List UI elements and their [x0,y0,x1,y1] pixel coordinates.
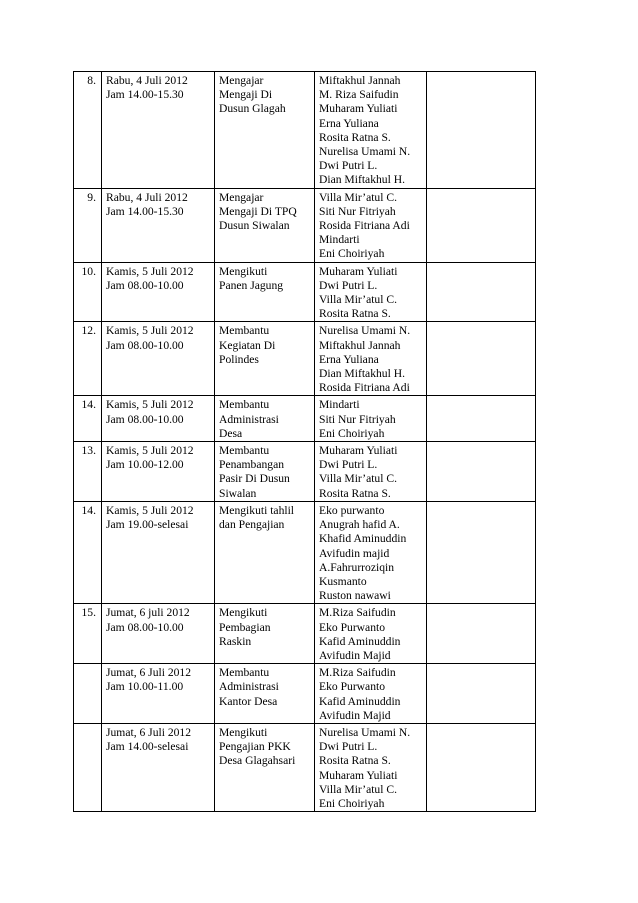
date-time-cell-line: Kamis, 5 Juli 2012 [106,398,194,412]
table-row [74,604,536,664]
activity-cell-line: Desa [219,426,243,440]
participants-cell [315,604,427,664]
participants-cell [315,501,427,603]
participants-cell [315,442,427,502]
activity-cell [215,501,315,603]
participants-cell [315,72,427,189]
participants-cell-line: Villa Mir’atul C. [319,190,397,204]
activity-cell-line: Raskin [219,634,252,648]
activity-cell-line: Desa Glagahsari [219,754,296,768]
activity-cell [215,442,315,502]
row-number [74,664,102,724]
date-time-cell-line: Jam 14.00-15.30 [106,88,184,102]
participants-cell-line: Kafid Aminuddin [319,634,401,648]
date-time-cell [102,604,215,664]
participants-cell-line: Rosita Ratna S. [319,307,391,321]
date-time-cell [102,664,215,724]
participants-cell-line: Dian Miftakhul H. [319,173,405,187]
date-time-cell-line: Rabu, 4 Juli 2012 [106,74,188,87]
activity-cell [215,322,315,396]
row-number: 14. [74,396,102,442]
activity-cell [215,396,315,442]
participants-cell-line: Muharam Yuliati [319,264,398,278]
date-time-cell-line: Kamis, 5 Juli 2012 [106,444,194,458]
participants-cell-line: Villa Mir’atul C. [319,472,397,486]
table-row [74,442,536,502]
activity-cell [215,262,315,322]
date-time-cell-line: Rabu, 4 Juli 2012 [106,190,188,204]
participants-cell [315,396,427,442]
participants-cell-line: Miftakhul Jannah [319,338,401,352]
activity-cell [215,664,315,724]
row-number: 14. [74,501,102,603]
activity-cell-line: Membantu [219,398,270,412]
activity-cell-line: Administrasi [219,680,279,694]
participants-cell-line: Anugrah hafid A. [319,518,400,532]
participants-cell-line: Muharam Yuliati [319,102,398,116]
participants-cell-line: Avifudin majid [319,546,390,560]
activity-cell-line: Polindes [219,352,259,366]
participants-cell-line: Ruston nawawi [319,589,391,603]
date-time-cell-line: Jam 14.00-selesai [106,740,189,754]
date-time-cell-line: Kamis, 5 Juli 2012 [106,503,194,517]
activity-cell [215,723,315,811]
activity-cell-line: Panen Jagung [219,278,284,292]
activity-cell-line: Pengajian PKK [219,740,291,754]
participants-cell-line: Villa Mir’atul C. [319,782,397,796]
participants-cell-line: Erna Yuliana [319,352,379,366]
participants-cell-line: A.Fahrurroziqin [319,560,395,574]
participants-cell-line: Dwi Putri L. [319,159,378,173]
table-row [74,501,536,603]
date-time-cell [102,188,215,262]
participants-cell-line: Dwi Putri L. [319,278,378,292]
participants-cell-line: M.Riza Saifudin [319,606,396,620]
date-time-cell-line: Jam 08.00-10.00 [106,412,184,426]
participants-cell-line: Siti Nur Fitriyah [319,412,396,426]
date-time-cell-line: Jumat, 6 Juli 2012 [106,725,192,739]
participants-cell-line: Khafid Aminuddin [319,532,407,546]
notes-cell [427,396,536,442]
table-row [74,72,536,189]
participants-cell-line: Rosita Ratna S. [319,130,391,144]
row-number: 15. [74,604,102,664]
date-time-cell [102,262,215,322]
activity-table [73,71,536,812]
participants-cell [315,664,427,724]
activity-cell-line: Dusun Siwalan [219,219,290,233]
activity-cell-line: Membantu [219,324,270,338]
activity-cell [215,188,315,262]
participants-cell-line: Nurelisa Umami N. [319,145,411,159]
participants-cell-line: Eni Choiriyah [319,247,385,261]
activity-cell-line: dan Pengajian [219,518,285,532]
participants-cell-line: M.Riza Saifudin [319,666,396,680]
activity-cell-line: Membantu [219,666,270,680]
date-time-cell-line: Jam 08.00-10.00 [106,620,184,634]
activity-cell-line: Membantu [219,444,270,458]
table-row [74,396,536,442]
activity-cell [215,72,315,189]
activity-cell-line: Mengajar [219,74,264,87]
notes-cell [427,72,536,189]
notes-cell [427,723,536,811]
participants-cell-line: Avifudin Majid [319,708,391,722]
activity-cell-line: Mengajar [219,190,264,204]
participants-cell-line: M. Riza Saifudin [319,88,399,102]
date-time-cell [102,442,215,502]
activity-cell-line: Mengikuti tahlil [219,503,295,517]
row-number: 13. [74,442,102,502]
date-time-cell [102,72,215,189]
activity-cell-line: Pembagian [219,620,271,634]
notes-cell [427,664,536,724]
participants-cell-line: Villa Mir’atul C. [319,293,397,307]
row-number [74,723,102,811]
date-time-cell [102,322,215,396]
activity-cell-line: Penambangan [219,458,285,472]
participants-cell-line: Siti Nur Fitriyah [319,204,396,218]
row-number: 12. [74,322,102,396]
activity-cell-line: Dusun Glagah [219,102,286,116]
notes-cell [427,604,536,664]
table-row [74,262,536,322]
activity-cell-line: Mengikuti [219,606,268,620]
activity-cell-line: Mengaji Di [219,88,273,102]
participants-cell-line: Nurelisa Umami N. [319,725,411,739]
date-time-cell [102,501,215,603]
participants-cell [315,723,427,811]
participants-cell-line: Kafid Aminuddin [319,694,401,708]
participants-cell-line: Rosida Fitriana Adi [319,381,410,395]
table-row [74,322,536,396]
participants-cell-line: Kusmanto [319,574,367,588]
participants-cell-line: Rosida Fitriana Adi [319,219,410,233]
participants-cell [315,262,427,322]
table-row [74,664,536,724]
participants-cell-line: Nurelisa Umami N. [319,324,411,338]
participants-cell-line: Eni Choiriyah [319,426,385,440]
row-number: 9. [74,188,102,262]
notes-cell [427,501,536,603]
date-time-cell-line: Jam 08.00-10.00 [106,338,184,352]
activity-cell-line: Pasir Di Dusun [219,472,290,486]
activity-cell [215,604,315,664]
participants-cell-line: Miftakhul Jannah [319,74,401,87]
activity-cell-line: Kegiatan Di [219,338,276,352]
notes-cell [427,442,536,502]
participants-cell-line: Avifudin Majid [319,648,391,662]
activity-cell-line: Siwalan [219,486,257,500]
notes-cell [427,262,536,322]
participants-cell [315,188,427,262]
participants-cell-line: Eko purwanto [319,503,385,517]
activity-cell-line: Mengaji Di TPQ [219,204,297,218]
date-time-cell-line: Jam 10.00-12.00 [106,458,184,472]
table-row [74,723,536,811]
date-time-cell-line: Kamis, 5 Juli 2012 [106,324,194,338]
notes-cell [427,188,536,262]
activity-cell-line: Administrasi [219,412,279,426]
participants-cell-line: Mindarti [319,398,360,412]
participants-cell-line: Dwi Putri L. [319,458,378,472]
participants-cell-line: Erna Yuliana [319,116,379,130]
date-time-cell-line: Jumat, 6 juli 2012 [106,606,190,620]
participants-cell-line: Eko Purwanto [319,680,386,694]
participants-cell-line: Dian Miftakhul H. [319,367,405,381]
participants-cell-line: Muharam Yuliati [319,444,398,458]
participants-cell-line: Rosita Ratna S. [319,486,391,500]
row-number: 8. [74,72,102,189]
activity-cell-line: Mengikuti [219,264,268,278]
date-time-cell-line: Kamis, 5 Juli 2012 [106,264,194,278]
activity-table-body [74,72,536,812]
activity-cell-line: Mengikuti [219,725,268,739]
notes-cell [427,322,536,396]
date-time-cell-line: Jumat, 6 Juli 2012 [106,666,192,680]
date-time-cell-line: Jam 08.00-10.00 [106,278,184,292]
participants-cell-line: Rosita Ratna S. [319,754,391,768]
date-time-cell-line: Jam 10.00-11.00 [106,680,184,694]
row-number: 10. [74,262,102,322]
date-time-cell-line: Jam 14.00-15.30 [106,204,184,218]
date-time-cell-line: Jam 19.00-selesai [106,518,189,532]
participants-cell-line: Mindarti [319,233,360,247]
participants-cell-line: Eni Choiriyah [319,796,385,810]
participants-cell-line: Muharam Yuliati [319,768,398,782]
participants-cell-line: Eko Purwanto [319,620,386,634]
participants-cell [315,322,427,396]
table-row [74,188,536,262]
date-time-cell [102,396,215,442]
activity-cell-line: Kantor Desa [219,694,278,708]
date-time-cell [102,723,215,811]
participants-cell-line: Dwi Putri L. [319,740,378,754]
